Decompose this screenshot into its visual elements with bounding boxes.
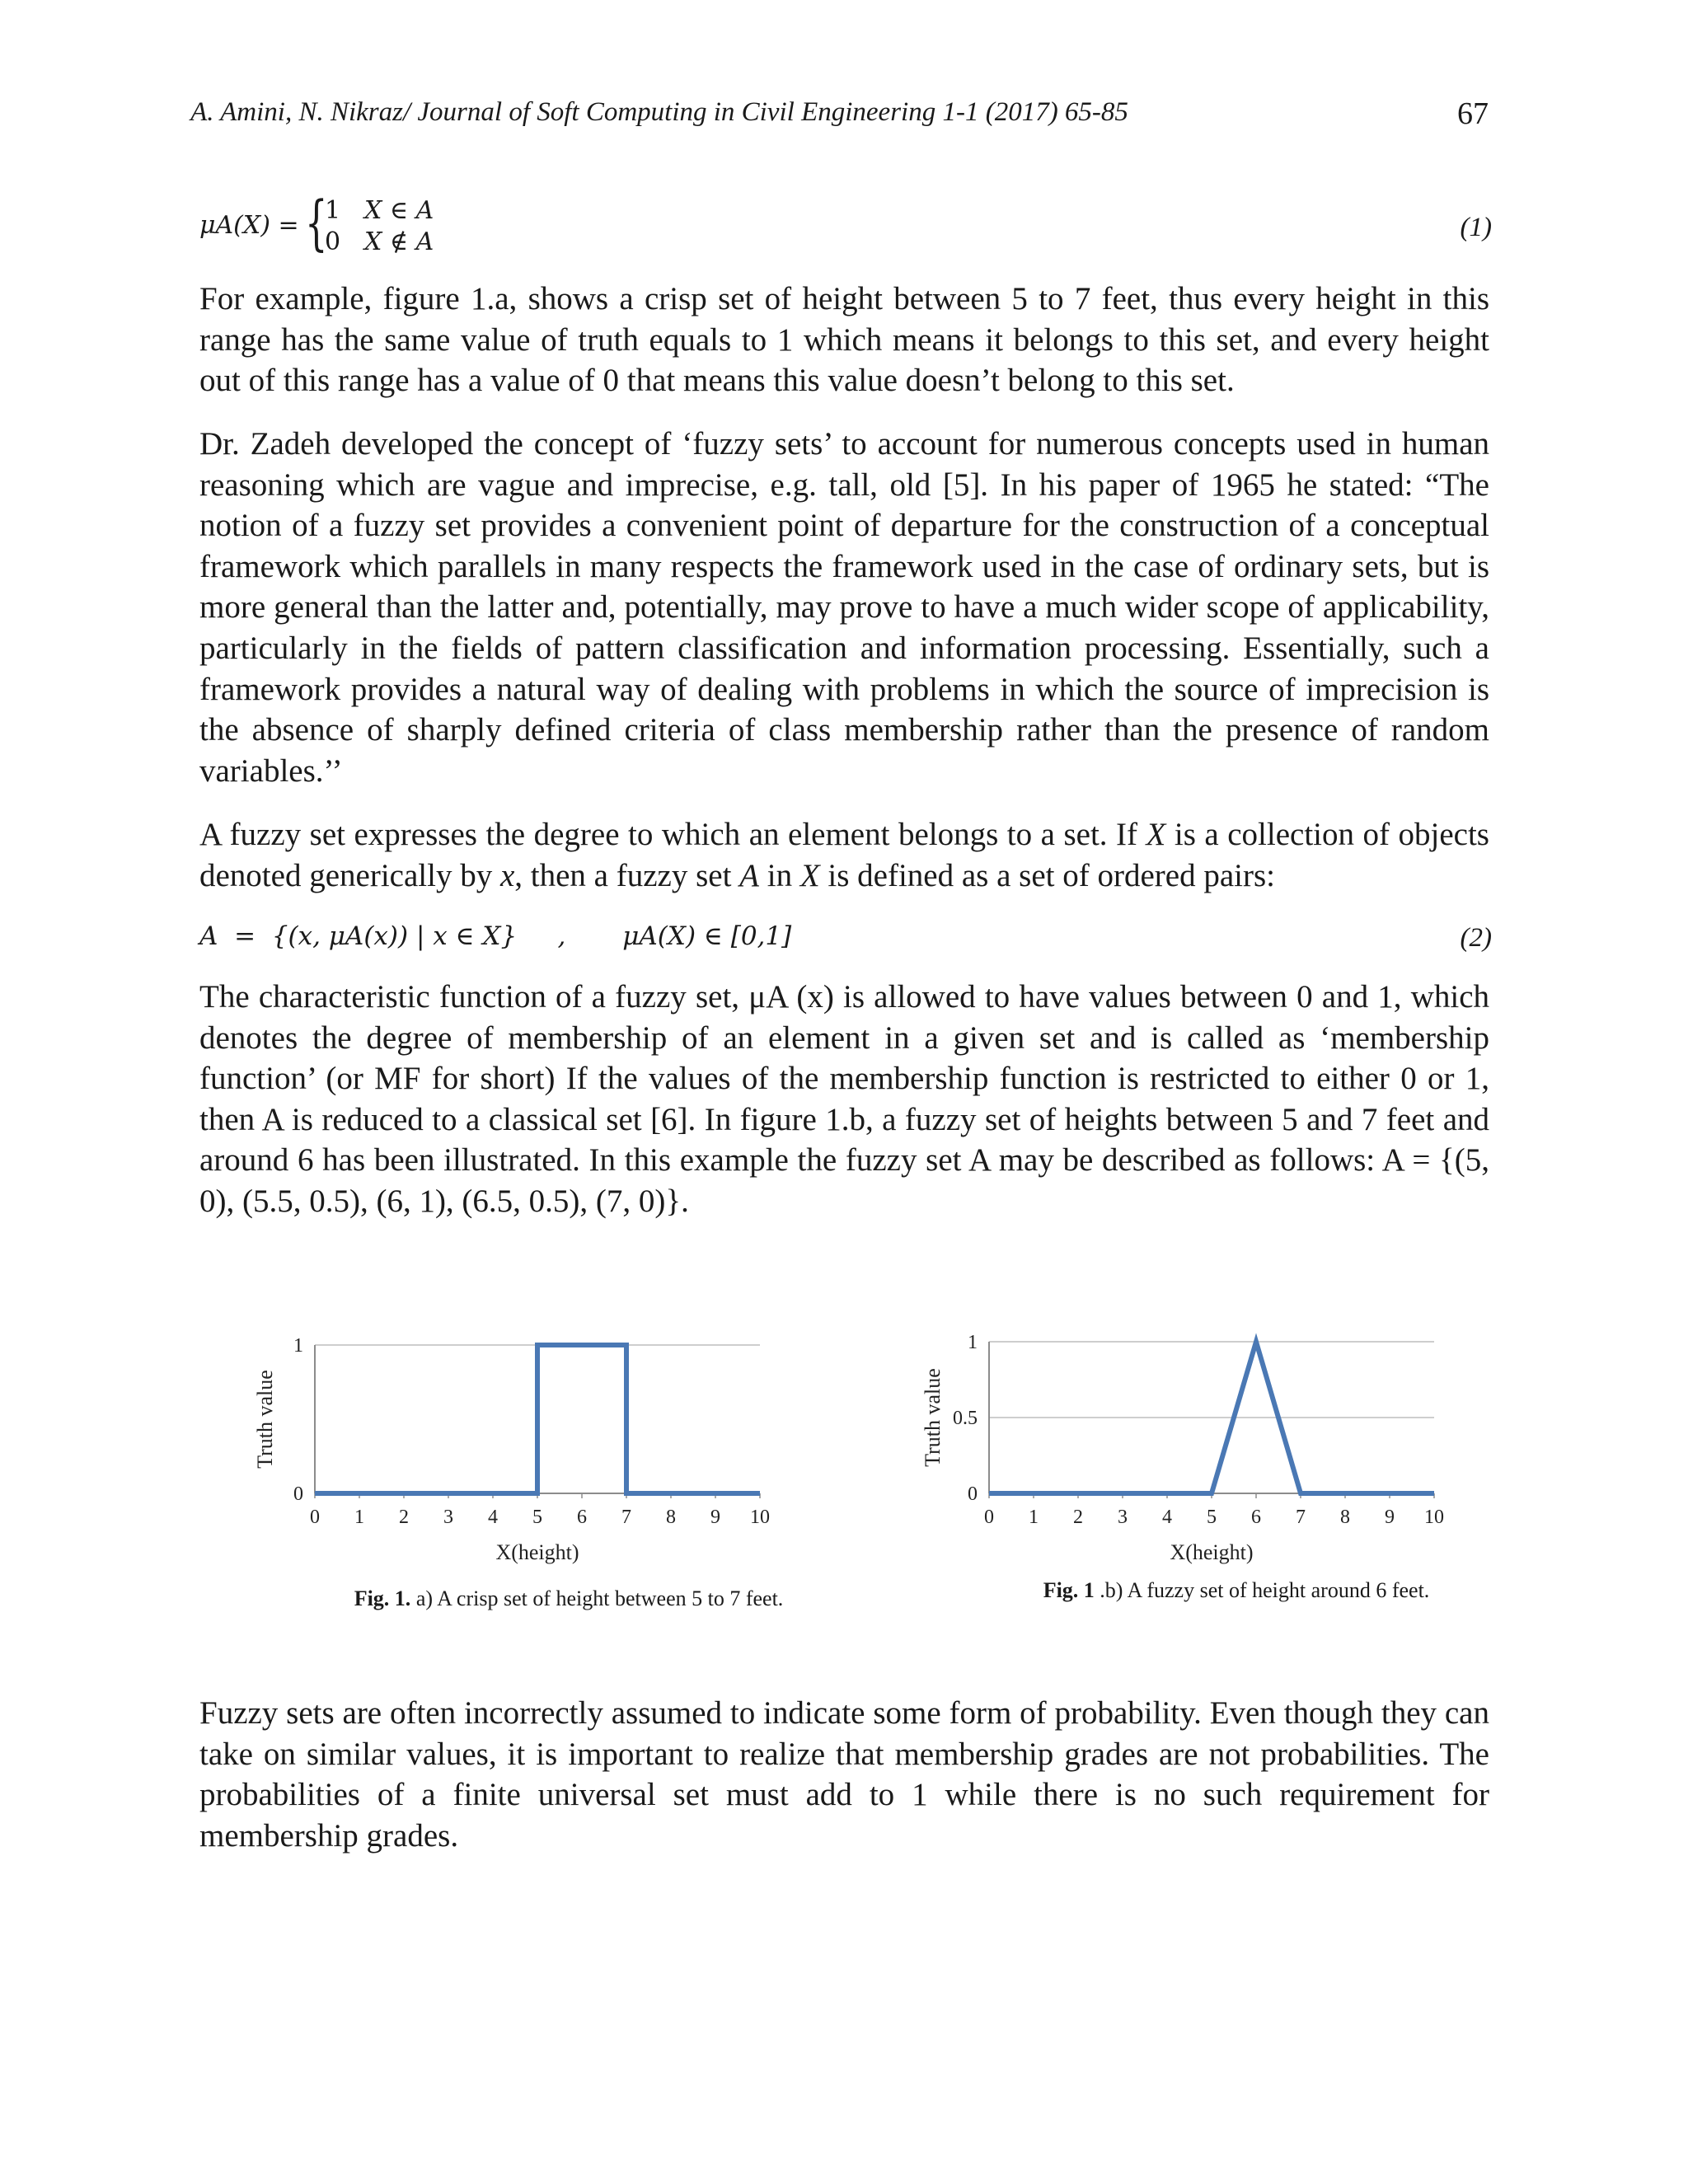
brace: { (305, 188, 328, 257)
x-tick-label: 2 (1073, 1507, 1083, 1528)
paragraph-3 (199, 814, 1489, 896)
p3-text-e: is defined as a set of ordered pairs: (819, 857, 1275, 893)
chart-crisp-set (231, 1310, 808, 1574)
x-tick-label: 6 (577, 1507, 587, 1528)
x-tick-label: 5 (532, 1507, 542, 1528)
paragraph-5: Fuzzy sets are often incorrectly assumed to indicate some form of probability. Even though they can take on similar values, it is important to realize that membership grades are not probabilities. The probabilities of a finite universal set must add to 1 while there is no such requirement for membership grades. (199, 1695, 1489, 1854)
x-tick-label: 8 (666, 1507, 676, 1528)
x-tick-label: 7 (621, 1507, 631, 1528)
p3-text-a: A fuzzy set expresses the degree to which an element belongs to a set. If (199, 817, 1146, 852)
y-tick-label: 0.5 (953, 1408, 978, 1429)
figure-1a-caption (272, 1586, 865, 1611)
paragraph-4: The characteristic function of a fuzzy set, μA (x) is allowed to have values between 0 and 1, which denotes the degree of membership of an element in a given set and is called as ‘membership function’ (or MF for short) If the values of the membership function is restricted to either 0 or 1, then A is reduced to a classical set [6]. In figure 1.b, a fuzzy set of heights between 5 and 7 feet and around 6 has been illustrated. In this example the fuzzy set A may be described as follows: A = {(5, 0), (5.5, 0.5), (6, 1), (6.5, 0.5), (7, 0)}. (199, 979, 1489, 1219)
paragraph-2: Dr. Zadeh developed the concept of ‘fuzzy sets’ to account for numerous concepts used in human reasoning which are vague and imprecise, e.g. tall, old [5]. In his paper of 1965 he stated: “The notion of a fuzzy set provides a convenient point of departure for the construction of a conceptual framework which parallels in many respects the framework used in the case of ordinary sets, but is more general than the latter and, potentially, may prove to have a much wider scope of applicability, particularly in the fields of pattern classification and information processing. Essentially, such a framework provides a natural way of dealing with problems in which the source of imprecision is the absence of sharply defined criteria of class membership rather than the presence of random variables.’’ (199, 426, 1489, 789)
x-tick-label: 6 (1251, 1507, 1261, 1528)
equation-1-lhs: μA(X) = (199, 211, 299, 240)
x-tick-label: 5 (1207, 1507, 1217, 1528)
figure-1b-caption-text: .b) A fuzzy set of height around 6 feet. (1094, 1578, 1430, 1602)
p3-text-b: is a collection of objects denoted generically by (199, 817, 1489, 893)
y-tick-label: 0 (968, 1483, 978, 1505)
y-axis-label: Truth value (921, 1368, 945, 1467)
figure-1a-caption-label: Fig. 1. (354, 1586, 411, 1610)
y-tick-label: 1 (968, 1332, 978, 1353)
figure-1b-caption (989, 1578, 1484, 1603)
x-tick-label: 0 (310, 1507, 320, 1528)
equation-2-number: (2) (1460, 923, 1492, 953)
figure-1b-caption-label: Fig. 1 (1043, 1578, 1095, 1602)
y-tick-label: 1 (293, 1335, 303, 1357)
p3-text-c: , then a fuzzy set (514, 857, 740, 893)
p3-var-x: x (499, 857, 515, 893)
page-number: 67 (1457, 96, 1489, 131)
x-tick-label: 10 (750, 1507, 770, 1528)
series-line (315, 1345, 760, 1493)
p3-var-X: X (1146, 817, 1166, 852)
p3-var-X2: X (799, 857, 820, 893)
equation-2: A = {(x, μA(x)) | x ∈ X} , μA(X) ∈ [0,1] (199, 921, 792, 951)
figure-1a-caption-text: a) A crisp set of height between 5 to 7 feet. (410, 1586, 784, 1610)
case-0-condition: X ∉ A (364, 227, 434, 256)
x-tick-label: 4 (1162, 1507, 1172, 1528)
p3-text-d: in (758, 857, 800, 893)
x-axis-label: X(height) (1170, 1540, 1254, 1564)
x-tick-label: 9 (1385, 1507, 1395, 1528)
equation-1-number: (1) (1460, 213, 1492, 242)
x-tick-label: 3 (443, 1507, 453, 1528)
case-1-condition: X ∈ A (364, 196, 434, 225)
x-tick-label: 10 (1424, 1507, 1444, 1528)
y-tick-label: 0 (293, 1483, 303, 1505)
running-header: A. Amini, N. Nikraz/ Journal of Soft Computing in Civil Engineering 1-1 (2017) 65-85 (190, 97, 1128, 127)
case-0-value: 0 (325, 227, 341, 256)
x-tick-label: 7 (1296, 1507, 1306, 1528)
chart-fuzzy-set (898, 1310, 1475, 1574)
paragraph-1: For example, figure 1.a, shows a crisp set of height between 5 to 7 feet, thus every height in this range has the same value of truth equals to 1 which means it belongs to this set, and every height out of this range has a value of 0 that means this value doesn’t belong to this set. (199, 281, 1489, 399)
x-tick-label: 2 (399, 1507, 409, 1528)
x-tick-label: 0 (984, 1507, 994, 1528)
x-tick-label: 8 (1340, 1507, 1350, 1528)
x-tick-label: 9 (710, 1507, 720, 1528)
x-tick-label: 1 (1029, 1507, 1039, 1528)
x-axis-label: X(height) (495, 1540, 579, 1564)
y-axis-label: Truth value (253, 1370, 277, 1469)
x-tick-label: 4 (488, 1507, 498, 1528)
x-tick-label: 1 (354, 1507, 364, 1528)
x-tick-label: 3 (1118, 1507, 1128, 1528)
p3-var-A: A (739, 857, 759, 893)
case-1-value: 1 (325, 196, 341, 225)
